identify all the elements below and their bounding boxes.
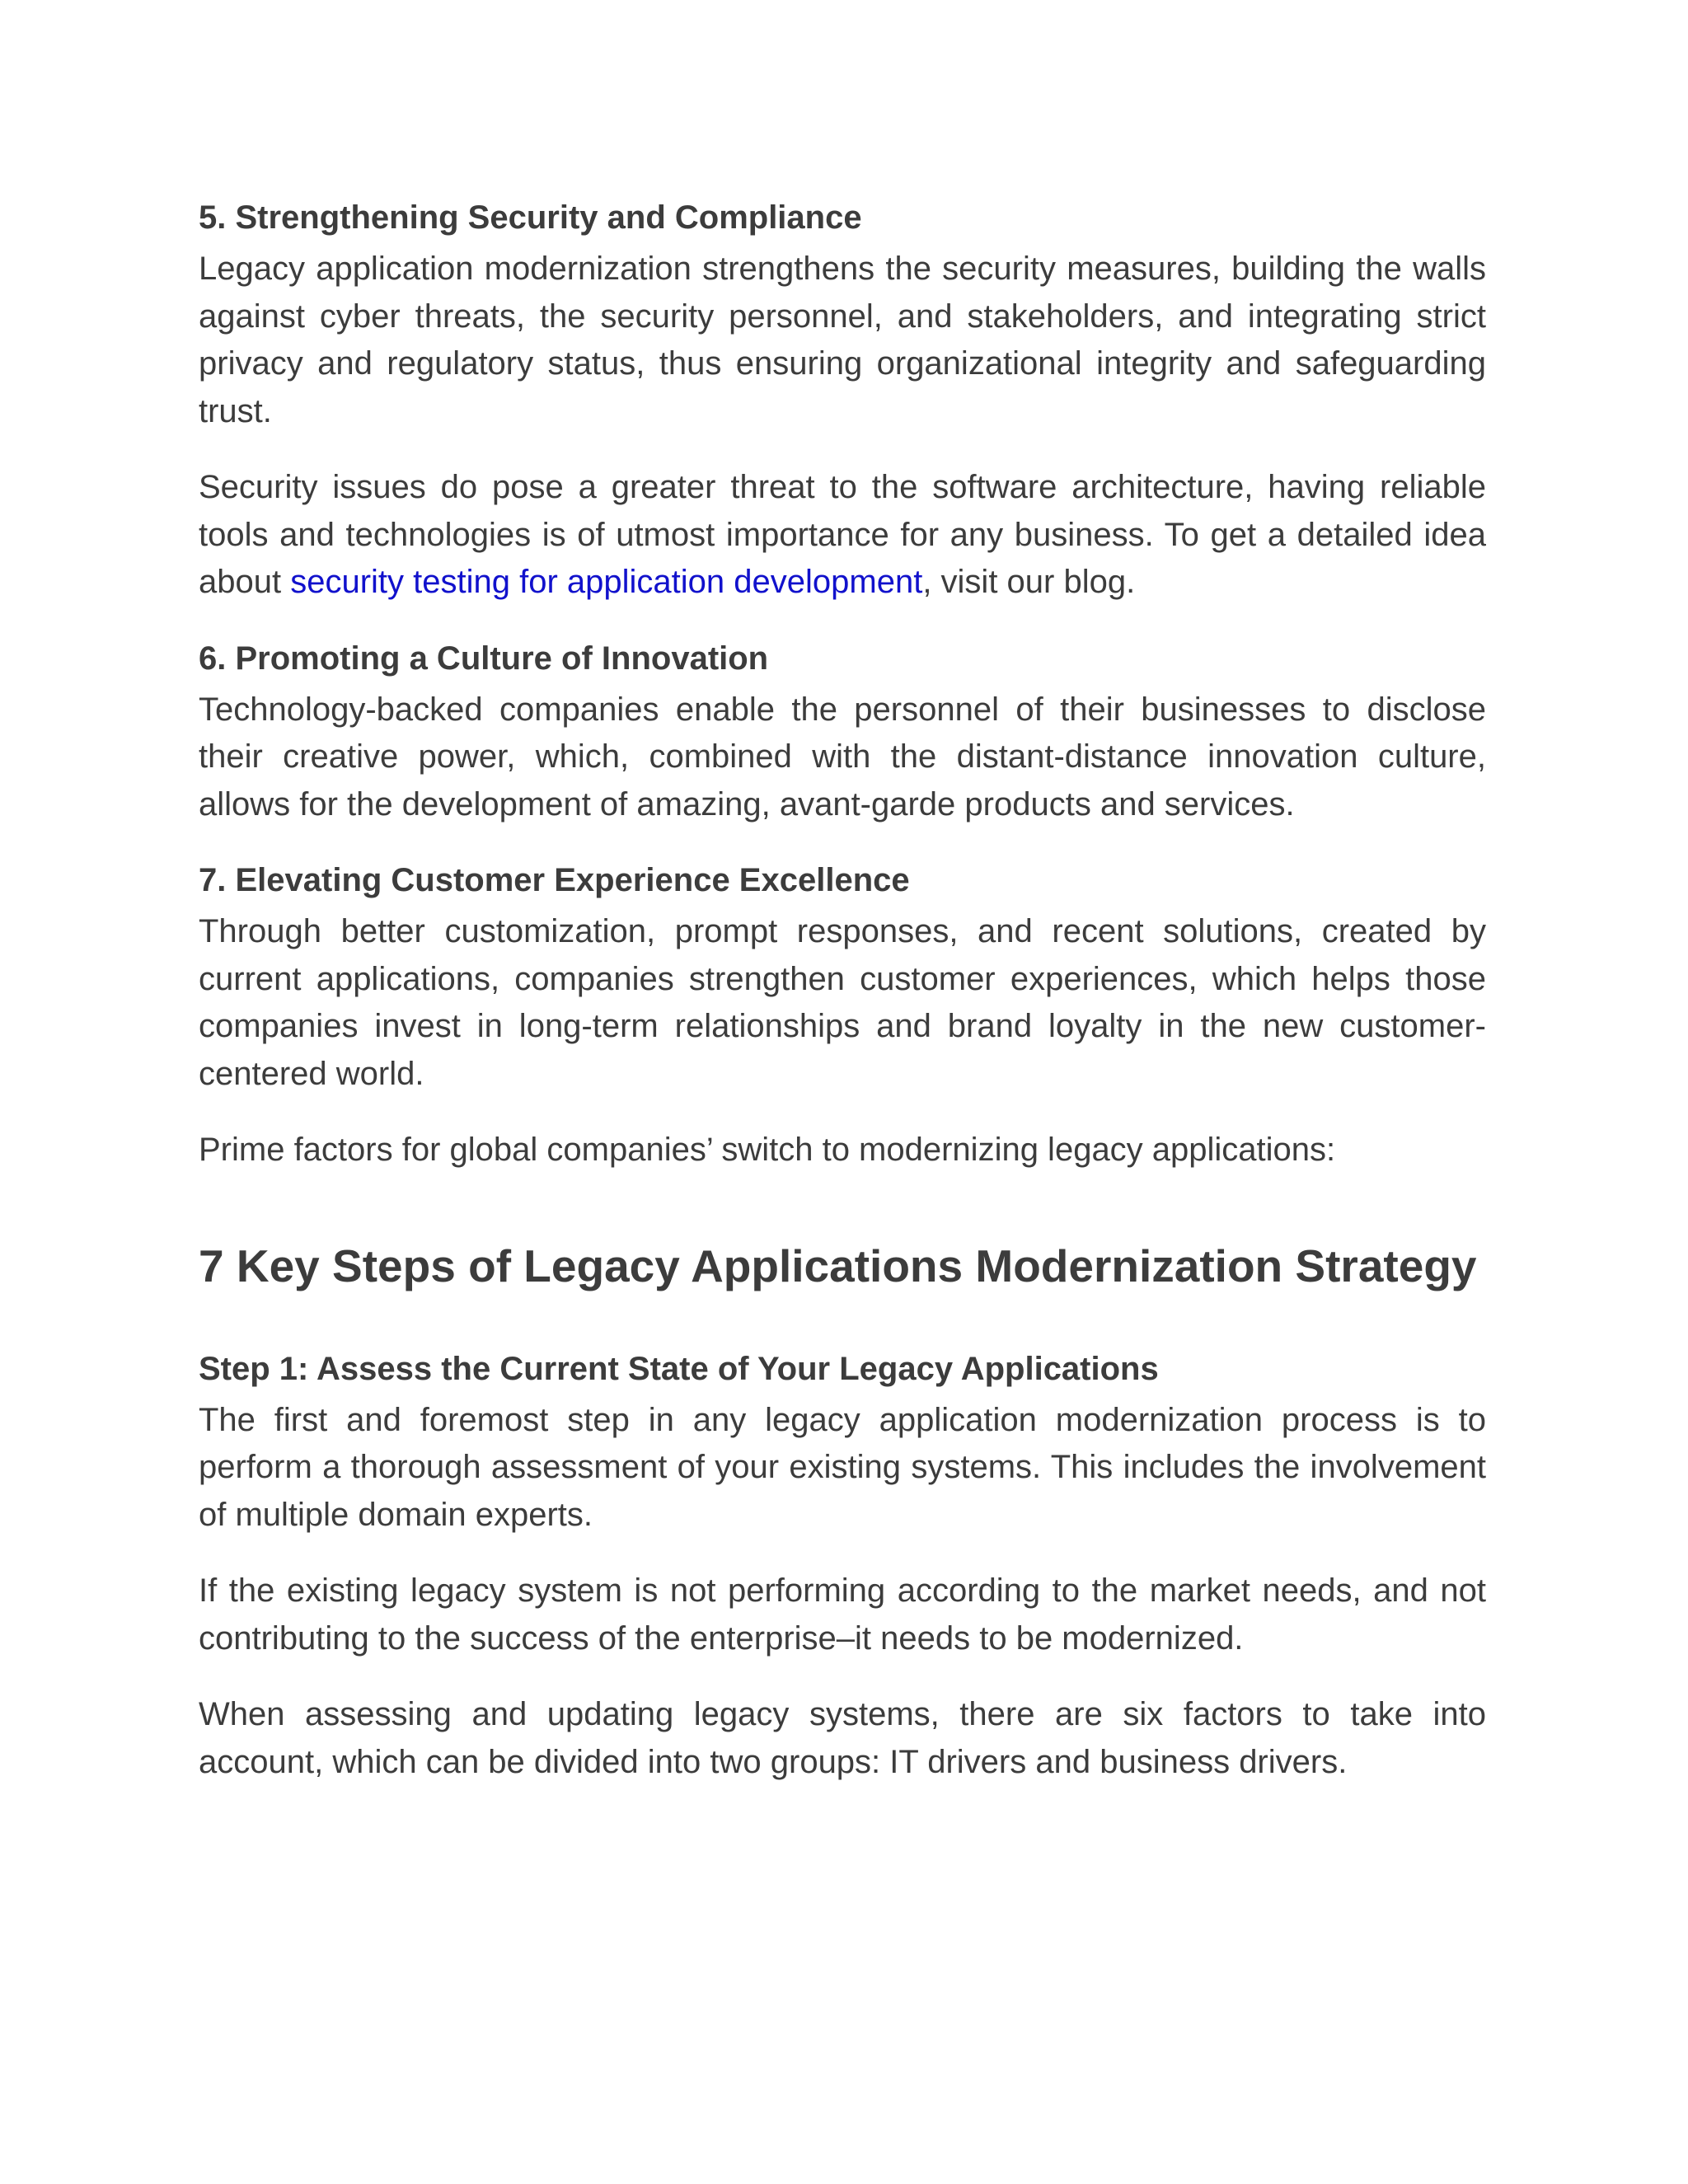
section-6-heading: 6. Promoting a Culture of Innovation bbox=[199, 640, 769, 677]
step-1-paragraph-2: If the existing legacy system is not performing according to the market needs, and not contributing to the success of the enterprise–it needs to be modernized. bbox=[199, 1572, 1486, 1657]
section-5-paragraph-2-text-b: , visit our blog. bbox=[922, 564, 1136, 600]
step-1-heading: Step 1: Assess the Current State of Your Legacy Applications bbox=[199, 1350, 1159, 1387]
document-page bbox=[199, 194, 1486, 1815]
section-6-paragraph-1: Technology-backed companies enable the personnel of their businesses to disclose their creative power, which, combined with the distant-distance innovation culture, allows for the development of amazing, avant-garde products and services. bbox=[199, 691, 1486, 823]
main-heading: 7 Key Steps of Legacy Applications Modernization Strategy bbox=[199, 1240, 1477, 1291]
section-5-heading: 5. Strengthening Security and Compliance bbox=[199, 199, 862, 236]
section-5-paragraph-1: Legacy application modernization strengthens the security measures, building the walls against cyber threats, the security personnel, and stakeholders, and integrating strict privacy and regulatory status, thus ensuring organizational integrity and safeguarding trust. bbox=[199, 251, 1486, 429]
section-7-paragraph-1: Through better customization, prompt responses, and recent solutions, created by current applications, companies strengthen customer experiences, which helps those companies invest in long-term relationships and brand loyalty in the new customer-centered world. bbox=[199, 913, 1486, 1092]
section-5-paragraph-2-text-a: Security issues do pose a greater threat to the software architecture, having reliable tools and technologies is of utmost importance for any business. To get a detailed idea about bbox=[199, 469, 1486, 600]
step-1-paragraph-3: When assessing and updating legacy systems, there are six factors to take into account, which can be divided into two groups: IT drivers and business drivers. bbox=[199, 1696, 1486, 1780]
section-7-heading: 7. Elevating Customer Experience Excellence bbox=[199, 862, 910, 898]
step-1-paragraph-1: The first and foremost step in any legacy application modernization process is to perform a thorough assessment of your existing systems. This includes the involvement of multiple domain experts. bbox=[199, 1401, 1486, 1533]
section-7-paragraph-2: Prime factors for global companies’ switch to modernizing legacy applications: bbox=[199, 1132, 1336, 1168]
security-testing-link[interactable]: security testing for application development bbox=[290, 564, 923, 600]
section-5-paragraph-2 bbox=[199, 464, 1486, 607]
